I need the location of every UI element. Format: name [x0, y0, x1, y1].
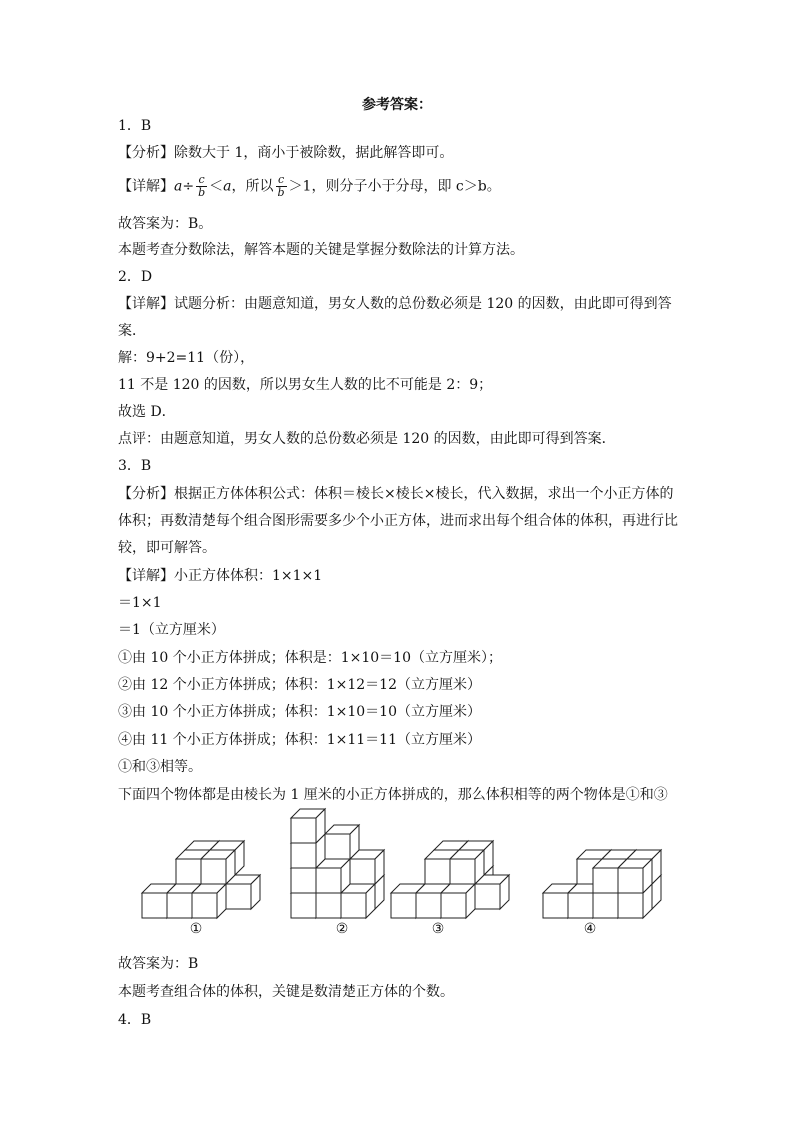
q3-item-1: ①由 10 个小正方体拼成；体积是：1×10＝10（立方厘米）；: [118, 650, 502, 666]
q1-detail-mid: ，所以: [231, 178, 274, 195]
figure-2-cube: [291, 809, 325, 843]
q3-equal: ①和③相等。: [118, 759, 202, 775]
q3-item-3: ③由 10 个小正方体拼成；体积：1×10＝10（立方厘米）: [118, 704, 481, 720]
q3-item-4: ④由 11 个小正方体拼成；体积：1×11＝11（立方厘米）: [118, 732, 481, 748]
figure-3-cube: [475, 875, 509, 909]
figure-2-cube: [316, 859, 350, 893]
q2-comment: 点评：由题意知道，男女人数的总份数必须是 120 的因数，由此即可得到答案．: [118, 431, 616, 447]
figure-1-cube: [201, 850, 235, 884]
q1-frac-num: c: [196, 174, 207, 187]
q2-choice: 故选 D．: [118, 404, 176, 420]
figure-4-cube: [618, 859, 652, 893]
q3-detail-line3: ＝1（立方厘米）: [118, 622, 225, 638]
q1-number: 1．B: [118, 118, 152, 134]
q1-var-a2: a: [223, 178, 232, 195]
q2-number: 2．D: [118, 269, 153, 285]
figure-1-cube: [192, 884, 226, 918]
q3-number: 3．B: [118, 458, 152, 474]
figure-2-cube: [325, 825, 359, 859]
shape-label-4: ④: [583, 921, 597, 937]
page-title: 参考答案：: [362, 97, 432, 113]
q1-frac2-num: c: [276, 174, 287, 187]
q3-answer: 故答案为：B: [118, 956, 199, 972]
q1-lt-sign: ＜: [209, 178, 224, 195]
q2-detail-line2: 案．: [118, 323, 146, 339]
q1-analysis: 【分析】除数大于 1，商小于被除数，据此解答即可。: [118, 145, 454, 161]
figure-3-cube: [450, 850, 484, 884]
q1-var-a: a: [174, 178, 183, 195]
q3-item-2: ②由 12 个小正方体拼成；体积：1×12＝12（立方厘米）: [118, 677, 481, 693]
q4-number: 4．B: [118, 1012, 152, 1028]
q1-frac2-den: b: [277, 186, 285, 199]
q2-solve-line1: 解：9+2=11（份），: [118, 350, 255, 366]
q3-analysis-line3: 较，即可解答。: [118, 540, 216, 556]
q3-summary: 本题考查组合体的体积，关键是数清楚正方体的个数。: [118, 984, 454, 1000]
shape-label-1: ①: [189, 921, 203, 937]
figure-2-cube: [350, 850, 384, 884]
q2-solve-line2: 11 不是 120 的因数，所以男女生人数的比不可能是 2：9；: [118, 377, 493, 393]
q3-detail-line1: 【详解】小正方体体积：1×1×1: [118, 568, 323, 584]
figure-2-cube: [341, 884, 375, 918]
cube-groups: [142, 809, 661, 918]
q1-frac-den: b: [198, 186, 206, 199]
figure-1-cube: [226, 875, 260, 909]
q3-analysis-line2: 体积；再数清楚每个组合图形需要多少个小正方体，进而求出每个组合体的体积，再进行比: [118, 513, 678, 529]
q3-statement: 下面四个物体都是由棱长为 1 厘米的小正方体拼成的，那么体积相等的两个物体是①和③: [118, 787, 668, 803]
figure-3-cube: [441, 884, 475, 918]
q3-detail-line2: ＝1×1: [118, 595, 162, 611]
shape-label-2: ②: [335, 921, 349, 937]
q2-detail-line1: 【详解】试题分析：由题意知道，男女人数的总份数必须是 120 的因数，由此即可得到答: [118, 296, 672, 312]
q1-answer: 故答案为：B。: [118, 216, 213, 232]
q1-detail-end: ＞1，则分子小于分母，即 c＞b。: [288, 178, 501, 195]
q1-div-sign: ÷: [182, 178, 195, 195]
q3-analysis-line1: 【分析】根据正方体体积公式：体积＝棱长×棱长×棱长，代入数据，求出一个小正方体的: [118, 486, 674, 502]
q1-summary: 本题考查分数除法，解答本题的关键是掌握分数除法的计算方法。: [118, 242, 524, 258]
shape-label-3: ③: [431, 921, 445, 937]
q1-detail-prefix: 【详解】: [118, 178, 174, 195]
